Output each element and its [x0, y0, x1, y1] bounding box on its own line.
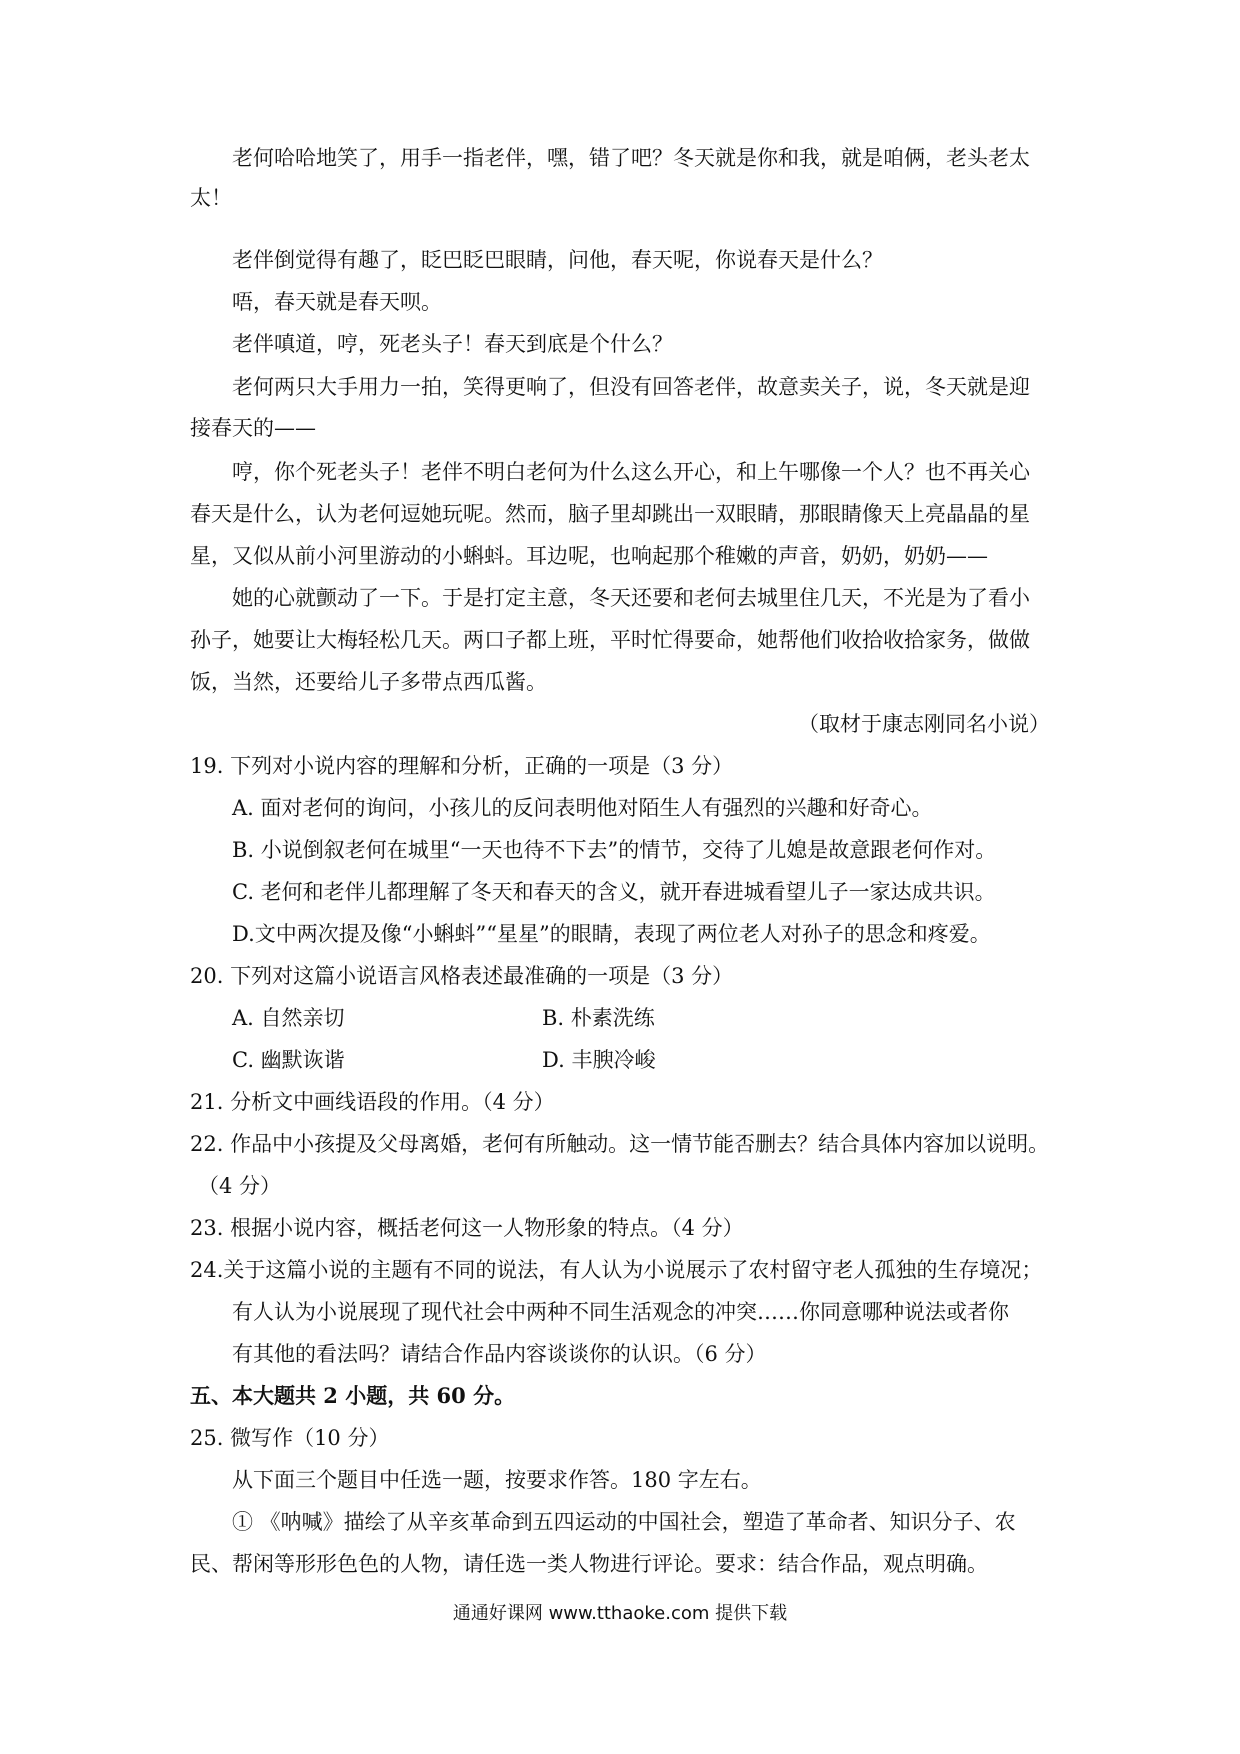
story-paragraph-line: 孙子，她要让大梅轻松几天。两口子都上班，平时忙得要命，她帮他们收拾收拾家务，做做 — [190, 628, 1030, 652]
question-22-continued: （4 分） — [198, 1174, 282, 1198]
question-20-stem: 20. 下列对这篇小说语言风格表述最准确的一项是（3 分） — [190, 964, 734, 988]
story-paragraph-line: 哼，你个死老头子！老伴不明白老何为什么这么开心，和上午哪像一个人？也不再关心 — [232, 460, 1030, 484]
question-20-option-b: B. 朴素洗练 — [542, 1006, 655, 1030]
question-24: 24.关于这篇小说的主题有不同的说法，有人认为小说展示了农村留守老人孤独的生存境况； — [190, 1258, 1043, 1282]
question-25-item-1: ① 《呐喊》描绘了从辛亥革命到五四运动的中国社会，塑造了革命者、知识分子、农 — [232, 1510, 1016, 1534]
question-19-option-d: D.文中两次提及像“小蝌蚪”“星星”的眼睛，表现了两位老人对孙子的思念和疼爱。 — [232, 922, 991, 946]
question-19-option-a: A. 面对老何的询问，小孩儿的反问表明他对陌生人有强烈的兴趣和好奇心。 — [232, 796, 933, 820]
story-paragraph-line: 老伴倒觉得有趣了，眨巴眨巴眼睛，问他，春天呢，你说春天是什么？ — [232, 248, 883, 272]
question-20-option-d: D. 丰腴冷峻 — [542, 1048, 656, 1072]
question-25: 25. 微写作（10 分） — [190, 1426, 390, 1450]
question-22: 22. 作品中小孩提及父母离婚，老何有所触动。这一情节能否删去？结合具体内容加以说明。 — [190, 1132, 1050, 1156]
question-25-item-1-continued: 民、帮闲等形形色色的人物，请任选一类人物进行评论。要求：结合作品，观点明确。 — [190, 1552, 988, 1576]
question-25-instruction: 从下面三个题目中任选一题，按要求作答。180 字左右。 — [232, 1468, 762, 1492]
page-footer: 通通好课网 www.tthaoke.com 提供下载 — [452, 1603, 788, 1624]
story-paragraph-line: 老何两只大手用力一拍，笑得更响了，但没有回答老伴，故意卖关子，说，冬天就是迎 — [232, 375, 1030, 399]
question-24-continued: 有其他的看法吗？请结合作品内容谈谈你的认识。（6 分） — [232, 1342, 767, 1366]
story-paragraph-line: 太！ — [190, 186, 232, 210]
question-20-option-a: A. 自然亲切 — [232, 1006, 345, 1030]
question-19-option-c: C. 老何和老伴儿都理解了冬天和春天的含义，就开春进城看望儿子一家达成共识。 — [232, 880, 996, 904]
question-21: 21. 分析文中画线语段的作用。（4 分） — [190, 1090, 555, 1114]
question-19-stem: 19. 下列对小说内容的理解和分析，正确的一项是（3 分） — [190, 754, 734, 778]
story-paragraph-line: 老伴嗔道，哼，死老头子！春天到底是个什么？ — [232, 332, 673, 356]
question-19-option-b: B. 小说倒叙老何在城里“一天也待不下去”的情节，交待了儿媳是故意跟老何作对。 — [232, 838, 997, 862]
story-paragraph-line: 饭，当然，还要给儿子多带点西瓜酱。 — [190, 670, 547, 694]
story-paragraph-line: 老何哈哈地笑了，用手一指老伴，嘿，错了吧？冬天就是你和我，就是咱俩，老头老太 — [232, 146, 1030, 170]
story-source: （取材于康志刚同名小说） — [798, 712, 1050, 736]
story-paragraph-line: 接春天的—— — [190, 416, 316, 440]
question-23: 23. 根据小说内容，概括老何这一人物形象的特点。（4 分） — [190, 1216, 744, 1240]
question-24-continued: 有人认为小说展现了现代社会中两种不同生活观念的冲突……你同意哪种说法或者你 — [232, 1300, 1009, 1324]
story-paragraph-line: 唔，春天就是春天呗。 — [232, 290, 442, 314]
question-20-option-c: C. 幽默诙谐 — [232, 1048, 345, 1072]
story-paragraph-line: 她的心就颤动了一下。于是打定主意，冬天还要和老何去城里住几天，不光是为了看小 — [232, 586, 1030, 610]
section-5-heading: 五、本大题共 2 小题，共 60 分。 — [190, 1383, 516, 1408]
story-paragraph-line: 星，又似从前小河里游动的小蝌蚪。耳边呢，也响起那个稚嫩的声音，奶奶，奶奶—— — [190, 544, 988, 568]
story-paragraph-line: 春天是什么，认为老何逗她玩呢。然而，脑子里却跳出一双眼睛，那眼睛像天上亮晶晶的星 — [190, 502, 1030, 526]
